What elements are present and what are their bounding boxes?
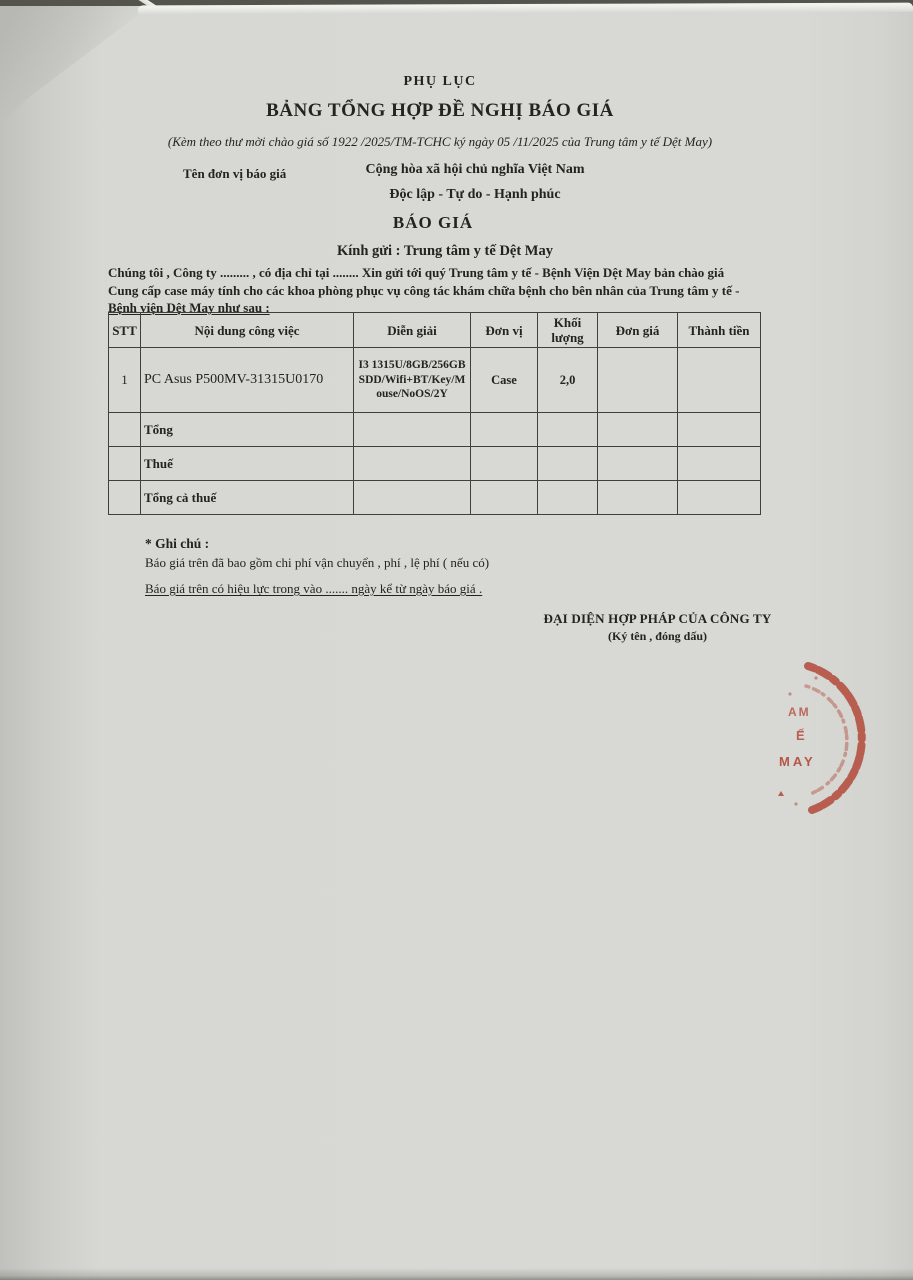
national-motto-line1: Cộng hòa xã hội chủ nghĩa Việt Nam <box>365 162 585 177</box>
tax-qty-cell <box>538 447 598 481</box>
intro-paragraph <box>108 264 800 317</box>
stamp-text-may: MAY <box>779 754 816 769</box>
quotation-table <box>108 312 761 515</box>
item-unit-price <box>598 348 678 413</box>
table-row-grand-total <box>109 481 761 515</box>
grand-total-unit-cell <box>471 481 538 515</box>
salutation-line: Kính gửi : Trung tâm y tế Dệt May <box>337 243 553 259</box>
stamp-text-e: Ế <box>796 728 805 743</box>
subtotal-unit-cell <box>471 413 538 447</box>
item-specs: I3 1315U/8GB/256GB SDD/Wifi+BT/Key/Mouse/NoOS/2Y <box>354 348 471 413</box>
header-quantity: Khối lượng <box>538 313 598 348</box>
national-motto-line2: Độc lập - Tự do - Hạnh phúc <box>389 187 561 202</box>
subtotal-qty-cell <box>538 413 598 447</box>
header-stt: STT <box>109 313 141 348</box>
header-total: Thành tiền <box>678 313 761 348</box>
stamp-star-mark <box>778 791 784 796</box>
grand-total-unit-price-cell <box>598 481 678 515</box>
note-line-1: Báo giá trên đã bao gồm chi phí vận chuyển , phí , lệ phí ( nếu có) <box>145 555 490 570</box>
grand-total-total-cell <box>678 481 761 515</box>
subtotal-stt-cell <box>109 413 141 447</box>
quotation-title: BÁO GIÁ <box>392 213 474 232</box>
stamp-dot-1 <box>788 692 791 695</box>
note-line-2: Báo giá trên có hiệu lực trong vào ....... ngày kể từ ngày báo giá . <box>145 581 483 596</box>
signature-title: ĐẠI DIỆN HỢP PHÁP CỦA CÔNG TY <box>543 611 772 626</box>
table-header-row <box>109 313 761 348</box>
appendix-label: PHỤ LỤC <box>403 74 477 89</box>
table-row-subtotal <box>109 413 761 447</box>
grand-total-qty-cell <box>538 481 598 515</box>
intro-line-3-text: Bệnh viện Dệt May như sau : <box>108 300 270 315</box>
intro-line-1: Chúng tôi , Công ty ......... , có địa chỉ tại ........ Xin gửi tới quý Trung tâm y tế - Bệnh Viện Dệt May bản chào giá <box>108 265 725 280</box>
item-stt: 1 <box>109 348 141 413</box>
red-circular-stamp-partial <box>766 658 866 818</box>
item-quantity: 2,0 <box>538 348 598 413</box>
signature-subtitle: (Ký tên , đóng dấu) <box>607 629 708 643</box>
stamp-dot-3 <box>794 802 797 805</box>
header-description: Nội dung công việc <box>141 313 354 348</box>
header-specs: Diễn giải <box>354 313 471 348</box>
grand-total-label: Tổng cả thuế <box>141 481 354 515</box>
page-title: BẢNG TỔNG HỢP ĐỀ NGHỊ BÁO GIÁ <box>266 100 614 121</box>
tax-specs-cell <box>354 447 471 481</box>
subtotal-total-cell <box>678 413 761 447</box>
subtotal-label: Tổng <box>141 413 354 447</box>
intro-line-2: Cung cấp case máy tính cho các khoa phòng phục vụ công tác khám chữa bệnh cho bên nhân của Trung tâm y tế - <box>108 282 740 298</box>
header-unit-price: Đơn giá <box>598 313 678 348</box>
tax-unit-price-cell <box>598 447 678 481</box>
vendor-name-label: Tên đơn vị báo giá <box>183 166 287 181</box>
tax-total-cell <box>678 447 761 481</box>
item-unit: Case <box>471 348 538 413</box>
tax-stt-cell <box>109 447 141 481</box>
stamp-inner-arc <box>806 686 847 794</box>
tax-label: Thuế <box>141 447 354 481</box>
notes-heading: * Ghi chú : <box>145 536 210 551</box>
item-total <box>678 348 761 413</box>
table-row-item-1 <box>109 348 761 413</box>
item-description: PC Asus P500MV-31315U0170 <box>141 348 354 413</box>
table-row-tax <box>109 447 761 481</box>
grand-total-specs-cell <box>354 481 471 515</box>
bottom-scan-shadow <box>0 1268 913 1280</box>
stamp-dot-2 <box>814 676 817 679</box>
subtotal-unit-price-cell <box>598 413 678 447</box>
stamp-text-am: AM <box>788 705 811 719</box>
reference-subtitle: (Kèm theo thư mời chào giá số 1922 /2025/TM-TCHC ký ngày 05 /11/2025 của Trung tâm y tế Dệt May) <box>167 134 713 149</box>
grand-total-stt-cell <box>109 481 141 515</box>
subtotal-specs-cell <box>354 413 471 447</box>
header-unit: Đơn vị <box>471 313 538 348</box>
tax-unit-cell <box>471 447 538 481</box>
stamp-outer-arc <box>808 666 862 810</box>
